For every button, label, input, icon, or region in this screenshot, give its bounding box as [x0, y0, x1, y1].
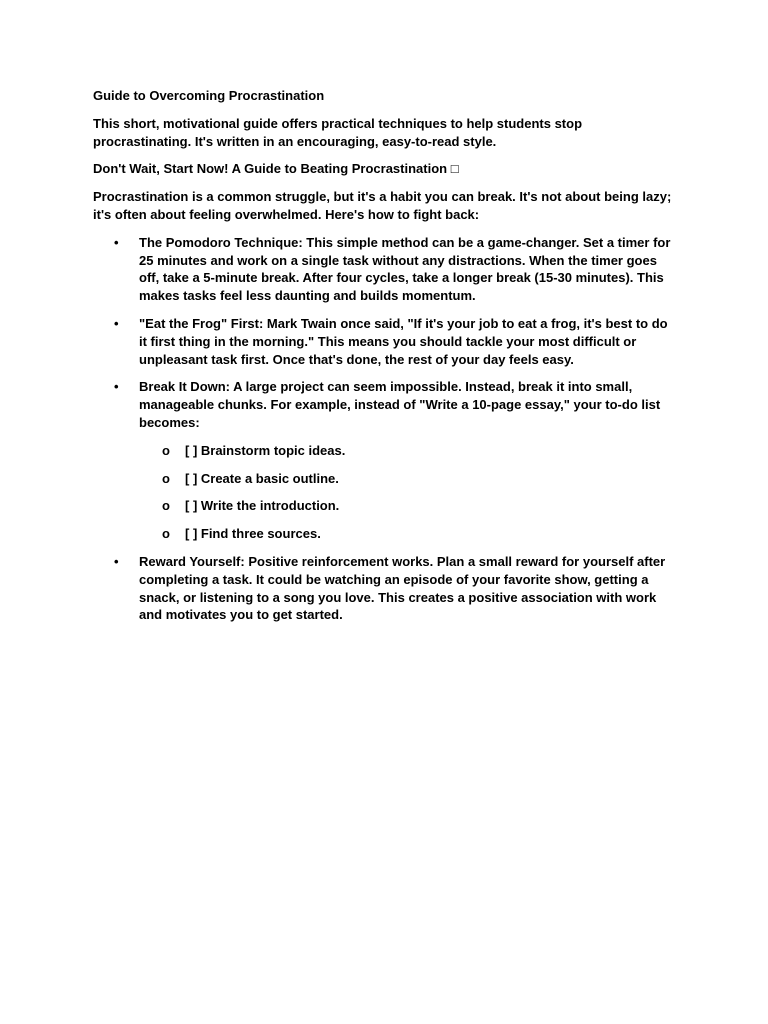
document-heading: Guide to Overcoming Procrastination	[93, 88, 325, 103]
list-item-text: The Pomodoro Technique: This simple method can be a game-changer. Set a timer for 25 minutes and work on a single task without any distractions. When the timer goes off, take a 5-minute break. After four cycles, take a longer break (15-30 minutes). This makes tasks feel less daunting and builds momentum.	[139, 234, 671, 304]
sub-bullet-icon: o	[162, 498, 170, 514]
list-item-text: Break It Down: A large project can seem impossible. Instead, break it into small, manageable chunks. For example, instead of "Write a 10-page essay," your to-do list becomes:	[139, 379, 661, 430]
todo-item-text: [ ] Find three sources.	[185, 526, 321, 542]
list-item-eat-the-frog	[93, 315, 678, 368]
list-item-reward-yourself	[93, 553, 678, 624]
list-item-break-it-down	[93, 378, 678, 543]
todo-item-text: [ ] Write the introduction.	[185, 498, 340, 514]
todo-item	[139, 525, 678, 543]
list-item-text: "Eat the Frog" First: Mark Twain once said, "If it's your job to eat a frog, it's best to do it first thing in the morning." This means you should tackle your most difficult or unpleasant task first. Once that's done, the rest of your day feels easy.	[139, 315, 668, 367]
sub-bullet-icon: o	[162, 442, 170, 458]
list-item-text: Reward Yourself: Positive reinforcement works. Plan a small reward for yourself after completing a task. It could be watching an episode of your favorite show, getting a snack, or listening to a song you love. This creates a positive association with work and motivates you to get started.	[139, 553, 666, 623]
document-page	[93, 87, 678, 634]
sub-bullet-icon: o	[162, 526, 170, 542]
bullet-icon: •	[114, 234, 119, 250]
todo-item	[139, 442, 678, 460]
sub-bullet-icon: o	[162, 470, 170, 486]
todo-list	[139, 442, 678, 543]
bullet-icon: •	[114, 379, 119, 395]
guide-title: Don't Wait, Start Now! A Guide to Beating Procrastination □	[93, 161, 459, 177]
technique-list	[93, 234, 678, 624]
lead-paragraph: Procrastination is a common struggle, but it's a habit you can break. It's not about being lazy; it's often about feeling overwhelmed. Here's how to fight back:	[93, 189, 672, 222]
todo-item	[139, 497, 678, 515]
todo-item	[139, 470, 678, 488]
bullet-icon: •	[114, 553, 119, 569]
bullet-icon: •	[114, 315, 119, 331]
list-item-pomodoro	[93, 234, 678, 305]
intro-paragraph: This short, motivational guide offers practical techniques to help students stop procrastinating. It's written in an encouraging, easy-to-read style.	[93, 115, 583, 149]
todo-item-text: [ ] Brainstorm topic ideas.	[185, 442, 346, 458]
todo-item-text: [ ] Create a basic outline.	[185, 470, 339, 486]
